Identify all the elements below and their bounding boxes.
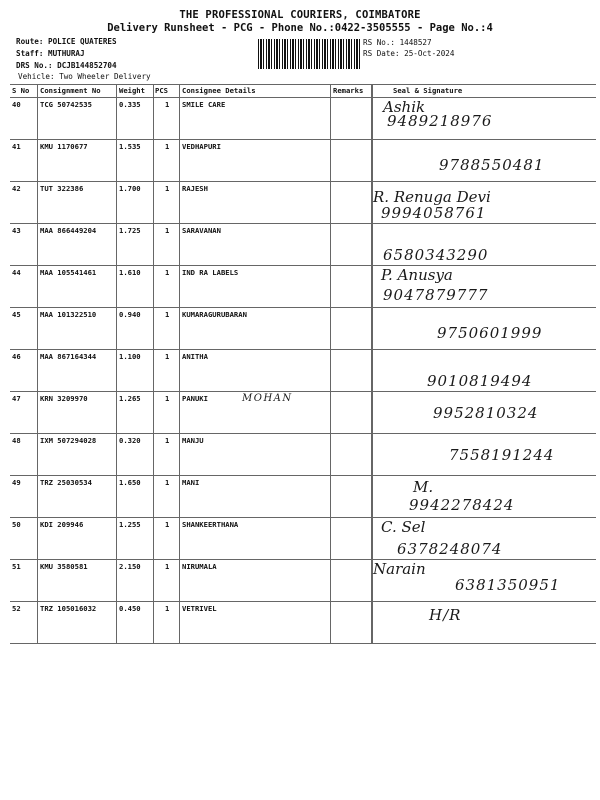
row-consignee: RAJESH (182, 184, 208, 193)
row-pcs: 1 (165, 604, 170, 613)
table-row (10, 308, 596, 350)
handwritten-phone-number: 9952810324 (433, 404, 539, 422)
row-sno: 52 (12, 604, 21, 613)
barcode-image (258, 39, 360, 69)
row-consignee: SHANKEERTHANA (182, 520, 239, 529)
row-remarks (330, 308, 372, 349)
row-consignment-no: TCG 50742535 (40, 100, 92, 109)
row-pcs: 1 (165, 478, 170, 487)
handwritten-signature-name: M. (413, 478, 434, 496)
col-seal-header: Seal & Signature (372, 85, 596, 97)
row-signature (372, 476, 596, 517)
row-signature (372, 140, 596, 181)
delivery-runsheet-table (10, 84, 596, 644)
row-signature (372, 308, 596, 349)
handwritten-signature-name: R. Renuga Devi (373, 188, 491, 206)
row-sno: 40 (12, 100, 21, 109)
row-weight: 1.535 (119, 142, 141, 151)
row-weight: 0.320 (119, 436, 141, 445)
row-pcs: 1 (165, 142, 170, 151)
row-consignment-no: MAA 866449204 (40, 226, 97, 235)
row-sno: 44 (12, 268, 21, 277)
row-weight: 1.650 (119, 478, 141, 487)
row-pcs: 1 (165, 226, 170, 235)
row-pcs: 1 (165, 310, 170, 319)
handwritten-consignee-note: MOHAN (242, 393, 293, 404)
row-signature (372, 602, 596, 643)
table-row (10, 476, 596, 518)
handwritten-phone-number: H/R (429, 606, 462, 624)
table-row (10, 560, 596, 602)
table-row (10, 224, 596, 266)
courier-company-title: THE PROFESSIONAL COURIERS, COIMBATORE (179, 9, 421, 21)
row-consignee: VEDHAPURI (182, 142, 221, 151)
row-remarks (330, 266, 372, 307)
row-consignment-no: KMU 3580581 (40, 562, 88, 571)
row-signature (372, 224, 596, 265)
row-consignee: MANJU (182, 436, 204, 445)
row-remarks (330, 98, 372, 139)
row-consignment-no: TUT 322386 (40, 184, 84, 193)
row-remarks (330, 224, 372, 265)
row-consignee: VETRIVEL (182, 604, 217, 613)
table-row (10, 434, 596, 476)
row-weight: 0.335 (119, 100, 141, 109)
row-consignment-no: IXM 507294028 (40, 436, 97, 445)
row-consignment-no: MAA 867164344 (40, 352, 97, 361)
row-sno: 50 (12, 520, 21, 529)
row-weight: 2.150 (119, 562, 141, 571)
table-row (10, 392, 596, 434)
col-weight-header: Weight (117, 85, 154, 97)
handwritten-phone-number: 9010819494 (427, 372, 533, 390)
rs-number: RS No.: 1448527 (363, 38, 432, 47)
row-signature (372, 266, 596, 307)
rs-date: RS Date: 25-Oct-2024 (363, 49, 455, 58)
row-consignee: SMILE CARE (182, 100, 226, 109)
col-consignee-header: Consignee Details (182, 86, 256, 95)
runsheet-subtitle: Delivery Runsheet - PCG - Phone No.:0422-3505555 - Page No.:4 (107, 22, 493, 34)
handwritten-signature-name: C. Sel (381, 518, 426, 536)
row-pcs: 1 (165, 436, 170, 445)
row-sno: 49 (12, 478, 21, 487)
row-consignee: KUMARAGURUBARAN (182, 310, 247, 319)
row-consignment-no: KRN 3209970 (40, 394, 88, 403)
row-remarks (330, 350, 372, 391)
row-weight: 1.725 (119, 226, 141, 235)
table-row (10, 602, 596, 644)
vehicle-label: Vehicle: Two Wheeler Delivery (18, 72, 151, 81)
table-header-row (10, 84, 596, 98)
row-sno: 48 (12, 436, 21, 445)
table-row (10, 140, 596, 182)
row-consignment-no: MAA 105541461 (40, 268, 97, 277)
row-sno: 43 (12, 226, 21, 235)
handwritten-phone-number: 9994058761 (381, 204, 487, 222)
table-row (10, 98, 596, 140)
row-sno: 47 (12, 394, 21, 403)
row-remarks (330, 476, 372, 517)
row-remarks (330, 140, 372, 181)
handwritten-phone-number: 9788550481 (439, 156, 545, 174)
col-consignment-header: Consignment No (38, 85, 117, 97)
row-consignment-no: TRZ 25030534 (40, 478, 92, 487)
row-pcs: 1 (165, 100, 170, 109)
row-consignment-no: KDI 209946 (40, 520, 84, 529)
table-row (10, 182, 596, 224)
row-sno: 41 (12, 142, 21, 151)
handwritten-phone-number: 6381350951 (455, 576, 561, 594)
route-label: Route: POLICE QUATERES (16, 37, 117, 46)
row-weight: 1.100 (119, 352, 141, 361)
row-consignee: PANUKI (182, 394, 208, 403)
drs-number: DRS No.: DCJB144852704 (16, 61, 117, 70)
handwritten-phone-number: 9489218976 (387, 112, 493, 130)
handwritten-phone-number: 9047879777 (383, 286, 489, 304)
row-remarks (330, 392, 372, 433)
row-pcs: 1 (165, 562, 170, 571)
row-pcs: 1 (165, 520, 170, 529)
row-weight: 1.255 (119, 520, 141, 529)
row-remarks (330, 182, 372, 223)
row-signature (372, 560, 596, 601)
row-signature (372, 350, 596, 391)
handwritten-phone-number: 9942278424 (409, 496, 515, 514)
col-remarks-header: Remarks (330, 85, 372, 97)
col-pcs-header: PCS (154, 85, 180, 97)
col-sno-header: S No (10, 85, 38, 97)
row-remarks (330, 434, 372, 475)
row-signature (372, 434, 596, 475)
handwritten-signature-name: Ashik (383, 98, 426, 116)
row-signature (372, 392, 596, 433)
row-pcs: 1 (165, 352, 170, 361)
handwritten-phone-number: 6580343290 (383, 246, 489, 264)
row-pcs: 1 (165, 268, 170, 277)
row-remarks (330, 518, 372, 559)
row-consignee: IND RA LABELS (182, 268, 239, 277)
row-consignment-no: KMU 1170677 (40, 142, 88, 151)
handwritten-signature-name: P. Anusya (381, 266, 453, 284)
row-signature (372, 518, 596, 559)
row-consignee: MANI (182, 478, 200, 487)
table-row (10, 266, 596, 308)
row-remarks (330, 560, 372, 601)
row-weight: 1.700 (119, 184, 141, 193)
row-weight: 0.450 (119, 604, 141, 613)
row-weight: 1.610 (119, 268, 141, 277)
row-remarks (330, 602, 372, 643)
row-signature (372, 98, 596, 139)
row-consignee: SARAVANAN (182, 226, 221, 235)
row-weight: 0.940 (119, 310, 141, 319)
row-pcs: 1 (165, 394, 170, 403)
handwritten-phone-number: 9750601999 (437, 324, 543, 342)
row-weight: 1.265 (119, 394, 141, 403)
row-signature (372, 182, 596, 223)
table-row (10, 518, 596, 560)
row-sno: 42 (12, 184, 21, 193)
staff-label: Staff: MUTHURAJ (16, 49, 85, 58)
handwritten-phone-number: 7558191244 (449, 446, 555, 464)
row-sno: 51 (12, 562, 21, 571)
row-consignee: ANITHA (182, 352, 208, 361)
row-sno: 46 (12, 352, 21, 361)
row-consignment-no: TRZ 105016032 (40, 604, 97, 613)
row-pcs: 1 (165, 184, 170, 193)
handwritten-phone-number: 6378248074 (397, 540, 503, 558)
row-consignment-no: MAA 101322510 (40, 310, 97, 319)
row-consignee: NIRUMALA (182, 562, 217, 571)
table-row (10, 350, 596, 392)
handwritten-signature-name: Narain (373, 560, 426, 578)
row-sno: 45 (12, 310, 21, 319)
